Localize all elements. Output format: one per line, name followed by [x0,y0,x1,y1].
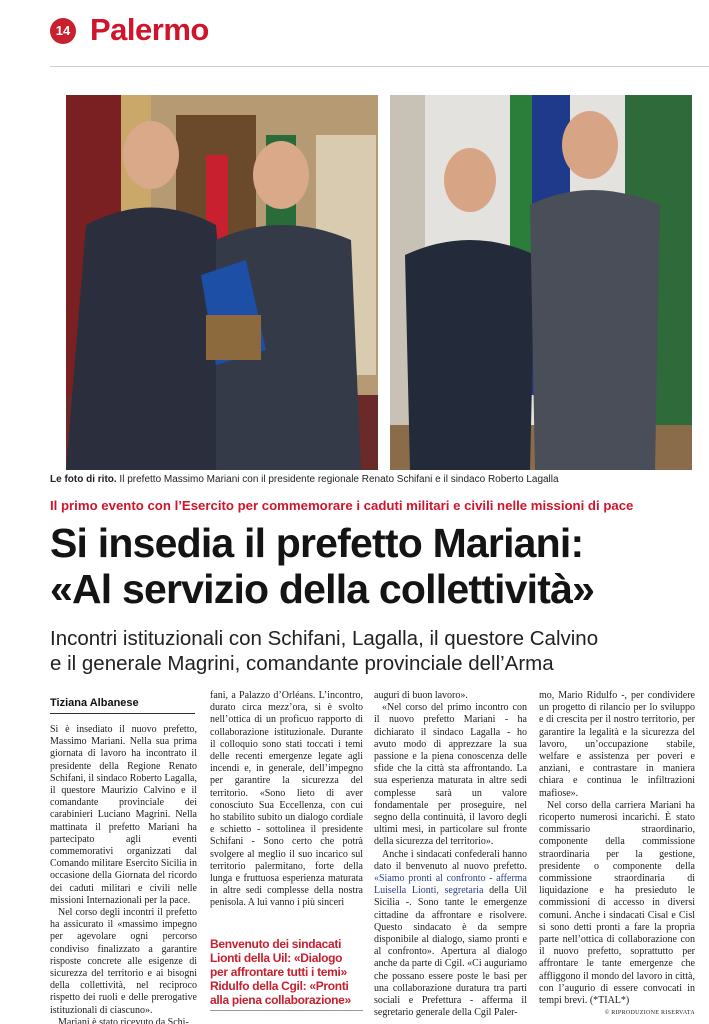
paragraph [374,849,527,1020]
article-column-3 [374,690,527,1019]
paragraph: Mariani è stato ricevuto da Schi- [58,1016,189,1024]
paragraph: auguri di buon lavoro». [374,690,468,701]
article-subhead [50,626,709,676]
headline-line-2: «Al servizio della collettività» [50,566,595,612]
article-headline [50,520,705,612]
paragraph: Nel corso della carriera Mariani ha ricoperto numerosi incarichi. È stato commissario straordinario, componente della commissione straordinaria per la gestione, presidente o componente della commissione straordinaria di liquidazione e ha presieduto le commissioni di accesso in diversi comuni. Anche i sindacati Cisal e Cisl si sono detti pronti a fare la propria parte nell’ottica di collaborazione con il nuovo prefetto, soprattutto per affrontare le tante emergenze che affliggono il mondo del lavoro in città, con l’augurio di essere convocati in tempi brevi. (*TIAL*) [539,799,695,1007]
subhead-line-1: Incontri istituzionali con Schifani, Lagalla, il questore Calvino [50,627,599,650]
byline-divider [50,713,195,714]
paragraph-text: Anche i sindacati confederali hanno dato il benvenuto al nuovo prefetto. [374,848,527,872]
pull-quote-line: alla piena collaborazione» [210,993,351,1007]
article-column-2 [210,690,363,910]
caption-lead: Le foto di rito. [50,474,117,485]
pull-quote-line: Lionti della Uil: «Dialogo [210,951,343,965]
article-kicker: Il primo evento con l’Esercito per commemorare i caduti militari e civili nelle missioni di pace [50,498,634,513]
header-divider [50,66,709,67]
pull-quote [210,937,365,1007]
copyright-credit: © RIPRODUZIONE RISERVATA [604,1010,695,1017]
paragraph: «Nel corso del primo incontro con il nuovo prefetto Mariani - ha dichiarato il sindaco Lagalla - ho avuto modo di apprezzare la sua passione e la piena conoscenza delle sfide che la città sta affrontando. La sua esperienza maturata in altre sedi complesse sarà un valore fondamentale per proseguire, nel segno della continuità, il lavoro degli ultimi mesi, in particolare sul fronte della sicurezza del territorio». [374,702,527,848]
photo-lagalla-mariani [390,95,692,470]
caption-text: Il prefetto Massimo Mariani con il presidente regionale Renato Schifani e il sindaco Roberto Lagalla [116,474,559,485]
article-column-4 [539,690,695,1019]
subhead-line-2: e il generale Magrini, comandante provinciale dell’Arma [50,652,554,675]
pull-quote-divider [210,1010,363,1011]
article-column-1 [50,724,197,1024]
page-header [50,12,709,52]
photo-schifani-mariani [66,95,378,470]
pull-quote-line: per affrontare tutti i temi» [210,965,347,979]
paragraph: Nel corso degli incontri il prefetto ha assicurato il «massimo impegno per agevolare ogni percorso condiviso finalizzato a garantire risposte concrete alle esigenze di sicurezza del territorio e ai bisogni della collettività, nel reciproco rispetto dei ruoli e delle prerogative istituzionali di ciascuno». [50,907,197,1016]
photo-icon [66,95,378,470]
photo-icon [390,95,692,470]
paragraph-text: della Uil Sicilia -. Sono tante le emergenze cittadine da affrontare e risolvere. Questo sindacato è da sempre disponibile al dialogo, siamo pronti e al confronto». Apertura al dialogo anche da parte di Cgil. «Ci auguriamo che possano essere poste le basi per una collaborazione duratura tra parti sociali e Prefettura - afferma il segretario generale della Cgil Paler- [374,885,527,1019]
photo-caption [50,474,700,485]
pull-quote-line: Ridulfo della Cgil: «Pronti [210,979,349,993]
highlighted-quote: «Siamo pronti al confronto - afferma Luisella Lionti, segretaria [374,873,527,897]
page-number-badge: 14 [50,18,76,44]
byline: Tiziana Albanese [50,697,139,709]
headline-line-1: Si insedia il prefetto Mariani: [50,520,584,566]
paragraph: mo, Mario Ridulfo -, per condividere un progetto di rilancio per lo sviluppo e di crescita per il nostro territorio, per garantire la legalità e la sicurezza del lavoro, un’occupazione stabile, welfare e assistenza per poveri e anziani, e contrastare in maniera chiara e continua le infiltrazioni mafiose». [539,690,695,799]
paragraph: fani, a Palazzo d’Orléans. L’incontro, durato circa mezz’ora, si è svolto nell’ottica di un proficuo rapporto di collaborazione istituzionale. Durante il colloquio sono stati toccati i temi delle recenti emergenze legate agli incendi e, in generale, dell’impegno per garantire la sicurezza del territorio. «Sono lieto di aver conosciuto Sua Eccellenza, con cui ho stabilito subito un dialogo cordiale e schietto - sottolinea il presidente Schifani - Sono certo che potrà svolgere al meglio il suo incarico sul territorio palermitano, forte della lunga e fruttuosa esperienza maturata in altre sedi complesse della nostra penisola. A lui vanno i più sinceri [210,690,363,909]
paragraph: Si è insediato il nuovo prefetto, Massimo Mariani. Nella sua prima giornata di lavoro ha incontrato il presidente della Regione Renato Schifani, il sindaco Roberto Lagalla, il questore Maurizio Calvino e il comandante provinciale dei carabinieri Luciano Magrini. Nella mattinata il prefetto Mariani ha partecipato agli eventi commemorativi organizzati dal Comando militare Esercito Sicilia in occasione della Giornata del ricordo dei caduti militari e civili nelle missioni Internazionali per la pace. [50,724,197,906]
pull-quote-line: Benvenuto dei sindacati [210,937,342,951]
section-title: Palermo [90,12,209,47]
